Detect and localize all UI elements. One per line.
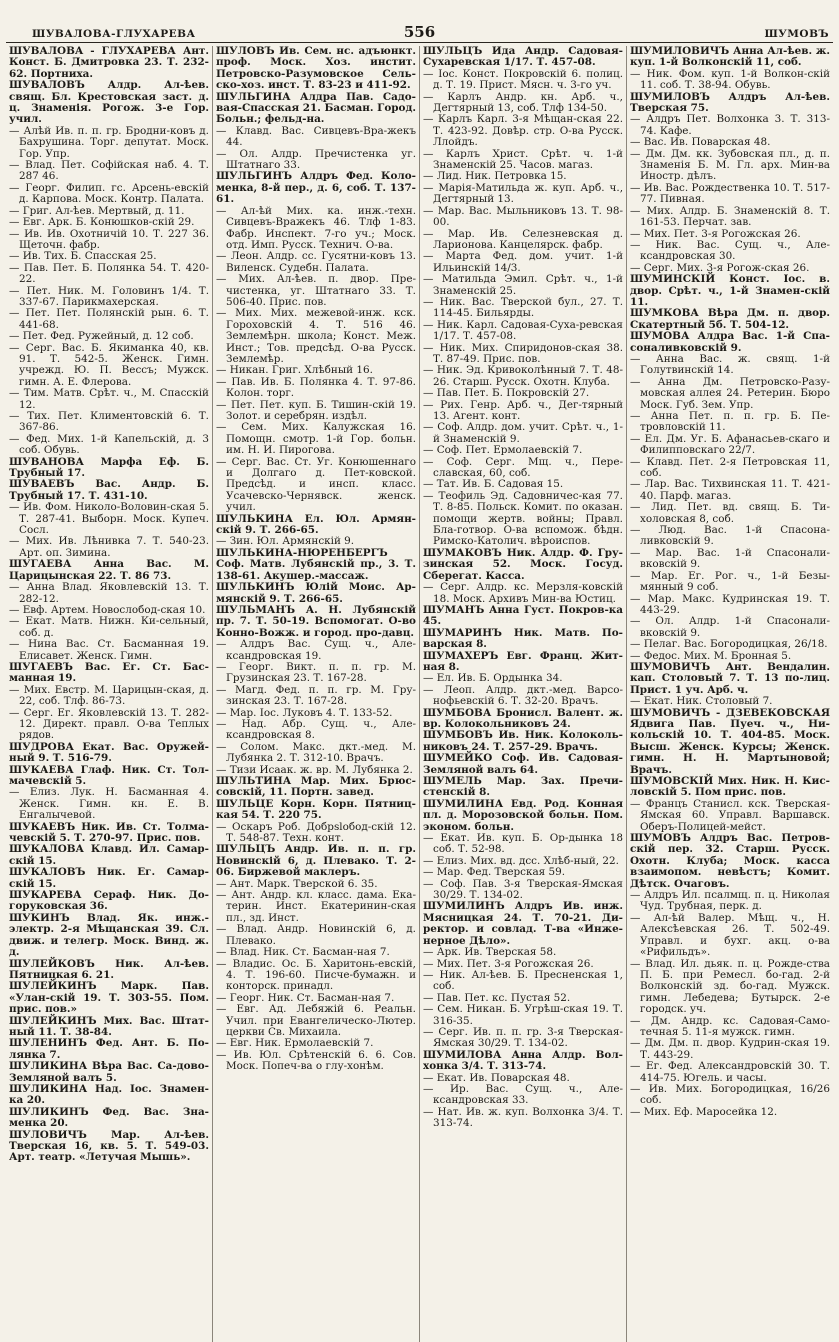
- directory-entry-head: ШУЛЬГИНЪ Алдръ Фед. Коло-менка, 8-й пер., д. 6, соб. Т. 137-61.: [216, 170, 416, 206]
- directory-entry: — Серг. Ив. п. п. гр. 3-я Тверская-Ямская 30/29. Т. 134-02.: [423, 1025, 623, 1050]
- directory-entry: — Ол. Алдр. 1-й Спасонали-вковскій 9.: [630, 615, 830, 639]
- directory-entry: — Ник. Мих. Спиридонов-ская 38. Т. 87-49. Прис. пов.: [423, 341, 623, 365]
- directory-entry: — Ник. Ал-ѣев. Б. Пресненская 1, соб.: [423, 968, 623, 993]
- directory-entry: — Францъ Станисл. кск. Тверская-Ямская 60. Управл. Варшавск. Оберъ-Полицей-мейст.: [630, 797, 830, 833]
- directory-entry: — Пав. Пет. Б. Покровскій 27.: [423, 387, 590, 400]
- directory-entry-head: ШУМОВИЧЪ - ДЗЕВЕКОВСКАЯ Ядвига Пав. Пуеч. ч., Ни-кольскій 10. Т. 404-85. Моск. Высш. Женск. Курсы; Женск. гимн. Н. Н. Мартыновой; Врачъ.: [630, 706, 830, 776]
- directory-entry-head: ШУМИЛОВЪ Алдръ Ал-ѣев. Тверская 75.: [630, 90, 830, 115]
- directory-entry: — Мар. Вас. Мыльниковъ 13. Т. 98-00.: [423, 204, 623, 229]
- directory-entry-head: ШУМБОВА Бронисл. Валент. ж. вр. Колокольниковъ 24.: [423, 706, 623, 730]
- directory-entry: — Ант. Марк. Тверской 6. 35.: [216, 877, 378, 890]
- directory-entry: — Дм. Дм. кк. Зубовская пл., д. п. Знаменія Б. М. Гл. арх. Мин-ва Иностр. дѣлъ.: [630, 147, 830, 183]
- directory-entry: — Леоп. Алдр. дкт.-мед. Варсо-нофьевскій 6. Т. 32-20. Врачъ.: [423, 683, 623, 708]
- directory-entry: — Мих. Еф. Маросейка 12.: [630, 1105, 778, 1118]
- directory-entry: — Екат. Матв. Нижн. Ки-сельный, соб. д.: [9, 615, 209, 639]
- directory-entry-head: ШУЛИКИНА Над. Іос. Знамен-ка 20.: [9, 1082, 209, 1107]
- directory-entry: — Григ. Ал-ѣев. Мертвый, д. 11.: [9, 204, 185, 217]
- column-2: [213, 46, 420, 1342]
- directory-entry-head: ШУМАКОВЪ Ник. Алдр. Ф. Гру-зинская 52. Моск. Госуд. Сберегат. Касса.: [423, 546, 623, 582]
- directory-entry-head: ШУМОВИЧЪ Ант. Вендалин. кап. Столовый 7. Т. 13 по-лиц. Прист. 1 уч. Арб. ч.: [630, 660, 830, 696]
- directory-entry-head: ШУГАЕВА Анна Вас. М. Царицынская 22. Т. 86 73.: [9, 558, 209, 582]
- directory-entry: — Мих. Пет. 3-я Рогожская 26.: [630, 227, 801, 240]
- directory-entry: — Солом. Макс. дкт.-мед. М. Лубянка 2. Т. 312-10. Врачъ.: [216, 740, 416, 765]
- directory-entry: — Пав. Пет. кс. Пустая 52.: [423, 991, 571, 1004]
- directory-entry: — Анна Влад. Яковлевскій 13. Т. 282-12.: [9, 581, 209, 605]
- directory-entry: — Нина Вас. Ст. Басманная 19. Елисавет. Женск. Гимн.: [9, 638, 209, 662]
- directory-entry: — Елиз. Мих. вд. дсс. Хлѣб-ный, 22.: [423, 854, 619, 867]
- directory-entry: — Арк. Ив. Тверская 58.: [423, 946, 557, 959]
- directory-entry-head: ШУМАРИНЪ Ник. Матв. По-варская 8.: [423, 626, 623, 651]
- directory-entry-head: ШУКАЕВА Глаф. Ник. Ст. Тол-мачевскій 5.: [9, 763, 209, 787]
- directory-entry: — Соф. Пет. Ермолаевскій 7.: [423, 444, 583, 457]
- directory-entry: — Влад. Ник. Ст. Басман-ная 7.: [216, 946, 390, 959]
- directory-entry: — Сем. Никан. Б. Угрѣш-ская 19. Т. 316-35.: [423, 1003, 623, 1027]
- directory-entry: — Пет. Ник. М. Головинъ 1/4. Т. 337-67. Парикмахерская.: [9, 284, 209, 308]
- directory-entry-head: ШУЛЬГИНА Алдра Пав. Садо-вая-Спасская 21. Басман. Город. Больн.; фельд-на.: [216, 90, 416, 126]
- header-left-range: ШУВАЛОВА-ГЛУХАРЕВА: [32, 28, 196, 40]
- directory-entry: — Пет. Фед. Ружейный, д. 12 соб.: [9, 330, 194, 343]
- directory-entry: — Ег. Фед. Александровскій 30. Т. 414-75. Югель. и часы.: [630, 1060, 830, 1084]
- directory-entry-head: ШУЛЬКИНА-НЮРЕНБЕРГЪ Соф. Матв. Лубянскій пр., 3. Т. 138-61. Акушер.-массаж.: [216, 546, 416, 582]
- directory-entry: — Пет. Пет. Полянскій рын. 6. Т. 441-68.: [9, 307, 209, 331]
- directory-entry: — Серг. Ег. Яковлевскій 13. Т. 282-12. Директ. правл. О-ва Теплых рядов.: [9, 706, 209, 742]
- directory-entry-head: ШУМЕЙКО Соф. Ив. Садовая-Земляной валъ 64.: [423, 752, 623, 776]
- directory-entry: — Тат. Ив. Б. Садовая 15.: [423, 478, 564, 491]
- directory-entry: — Сем. Мих. Калужская 16. Помощн. смотр. 1-й Гор. больн. им. Н. И. Пирогова.: [216, 421, 416, 457]
- directory-entry-head: ШУКИНЪ Влад. Як. инж.-электр. 2-я Мѣщанская 39. Сл. движ. и телегр. Моск. Винд. ж. д.: [9, 911, 209, 959]
- directory-entry-head: ШУЛЕЙКОВЪ Ник. Ал-ѣев. Пятницкая 6. 21.: [9, 957, 209, 981]
- directory-entry: — Ел. Ив. Б. Ордынка 34.: [423, 672, 563, 685]
- directory-entry-head: ШУКАЛОВЪ Ник. Ег. Самар-скій 15.: [9, 866, 209, 890]
- directory-entry: — Алѣй Ив. п. п. гр. Бродни-ковъ д. Бахрушина. Торг. депутат. Моск. Гор. Упр.: [9, 124, 209, 160]
- directory-entry: — Евг. Арк. Б. Конюшков-скій 29.: [9, 216, 195, 229]
- directory-entry-head: ШУМИЛОВА Анна Алдр. Вол-хонка 3/4. Т. 313-74.: [423, 1048, 623, 1073]
- directory-entry: — Дм. Андр. кс. Садовая-Само-течная 5. 11-я мужск. гимн.: [630, 1014, 830, 1038]
- directory-entry: — Серг. Мих. 3-я Рогож-ская 26.: [630, 261, 810, 274]
- directory-entry-head: ШУМАХЕРЪ Евг. Франц. Жит-ная 8.: [423, 649, 623, 673]
- directory-entry: — Ив. Ив. Охотничій 10. Т. 227 36. Щеточн. фабр.: [9, 227, 209, 251]
- directory-entry: — Евг. Ад. Лебяжій 6. Реальн. Учил. при Евангелическо-Лютер. церкви Св. Михаила.: [216, 1003, 416, 1038]
- directory-entry: — Евф. Артем. Новослобод-ская 10.: [9, 603, 206, 616]
- directory-entry-head: ШУВАЛОВА - ГЛУХАРЕВА Ант. Конст. Б. Дмитровка 23. Т. 232-62. Портниха.: [9, 46, 209, 80]
- directory-entry-head: ШУДРОВА Екат. Вас. Оружей-ный 9. Т. 516-79.: [9, 740, 209, 765]
- directory-entry: — Влад. Андр. Новинскій 6, д. Плевако.: [216, 923, 416, 947]
- column-3: [420, 46, 627, 1342]
- column-4: [627, 46, 833, 1342]
- directory-entry-head: ШУЛЕНИНЪ Фед. Ант. Б. По-лянка 7.: [9, 1037, 209, 1061]
- directory-entry: — Рих. Генр. Арб. ч., Дег-тярный 13. Агент. конт.: [423, 398, 623, 422]
- directory-entry: — Ив. Мих. Богородицкая, 16/26 соб.: [630, 1082, 830, 1107]
- directory-entry-head: ШУЛЬЦЕ Корн. Корн. Пятниц-кая 54. Т. 220 75.: [216, 797, 416, 822]
- directory-entry: — Клавд. Вас. Сивцевъ-Вра-жекъ 44.: [216, 124, 416, 149]
- directory-entry: — Влад. Пет. Софійская наб. 4. Т. 287 46.: [9, 159, 209, 183]
- directory-entry: — Лар. Вас. Тихвинская 11. Т. 421-40. Парф. магаз.: [630, 478, 830, 502]
- directory-entry: — Мих. Евстр. М. Царицын-ская, д. 22, соб. Тлф. 86-73.: [9, 683, 209, 708]
- directory-entry-head: ШУВАНОВА Марфа Еф. Б. Трубный 17.: [9, 455, 209, 480]
- directory-entry: — Мих. Мих. межевой-инж. кск. Гороховскій 4. Т. 516 46. Землемѣрн. школа; Конст. Меж. Инст.; Тов. предсѣд. О-ва Русск. Землемѣр.: [216, 307, 416, 365]
- directory-entry: — Ник. Вас. Сущ. ч., Але-ксандровская 30.: [630, 238, 830, 263]
- directory-entry-head: ШУЛЬТИНА Мар. Мих. Брюс-совскій, 11. Портн. завед.: [216, 775, 416, 799]
- directory-entry: — Соф. Алдр. дом. учит. Срѣт. ч., 1-й Знаменскій 9.: [423, 421, 623, 445]
- directory-entry: — Мих. Алдр. Б. Знаменскій 8. Т. 161-53. Перчат. зав.: [630, 204, 830, 229]
- directory-entry-head: ШУЛЬКИНА Ел. Юл. Армян-скій 9. Т. 266-65.: [216, 512, 416, 537]
- directory-entry-head: ШУЛИКИНА Вѣра Вас. Са-дово-Земляной валъ 5.: [9, 1060, 209, 1084]
- directory-entry: — Серг. Алдр. кс. Мерзля-ковскій 18. Моск. Архивъ Мин-ва Юстиц.: [423, 581, 623, 605]
- directory-entry: — Пав. Пет. Б. Полянка 54. Т. 420-22.: [9, 261, 209, 286]
- directory-entry: — Лид. Пет. вд. свящ. Б. Ти-холовская 8, соб.: [630, 501, 830, 525]
- directory-entry: — Ант. Андр. кл. класс. дама. Ека-терин. Инст. Екатеринин-ская пл., зд. Инст.: [216, 889, 416, 924]
- directory-entry: — Алдръ Вас. Сущ. ч., Але-ксандровская 19.: [216, 638, 416, 662]
- directory-entry: — Ив. Юл. Срѣтенскій 6. 6. Сов. Моск. Попеч-ва о глу-хонѣм.: [216, 1048, 416, 1073]
- directory-entry: — Серг. Вас. Б. Якиманка 40, кв. 91. Т. 542-5. Женск. Гимн. учрежд. Ю. П. Вессъ; Мужск. гимн. А. Е. Флерова.: [9, 341, 209, 388]
- directory-entry-head: ШУМОВСКІЙ Мих. Ник. Н. Кис-ловскій 5. Пом прис. пов.: [630, 775, 830, 799]
- directory-entry: — Соф. Пав. 3-я Тверская-Ямская 30/29. Т. 134-02.: [423, 877, 623, 902]
- directory-entry: — Ел. Дм. Уг. Б. Афанасьев-скаго и Филипповскаго 22/7.: [630, 432, 830, 457]
- directory-entry: — Люд. Вас. 1-й Спасона-ливковскій 9.: [630, 524, 830, 548]
- directory-entry-head: ШУКАЕВЪ Ник. Ив. Ст. Толма-чевскій 5. Т. 270-97. Прис. пов.: [9, 820, 209, 845]
- directory-entry: — Ник. Эд. Кривоколѣнный 7. Т. 48-26. Старш. Русск. Охотн. Клуба.: [423, 364, 623, 388]
- directory-entry-head: ШУЛЬЦЪ Ида Андр. Садовая-Сухаревская 1/17. Т. 457-08.: [423, 46, 623, 69]
- directory-entry-head: ШУЛЕЙКИНЪ Мих. Вас. Штат-ный 11. Т. 38-84.: [9, 1014, 209, 1038]
- directory-entry: — Карлъ Карл. 3-я Мѣщан-ская 22. Т. 423-92. Довѣр. стр. О-ва Русск. Ллойдъ.: [423, 113, 623, 149]
- directory-entry: — Теофиль Эд. Садовничес-кая 77. Т. 8-85. Польск. Комит. по оказан. помощи жертв. войны; Правл. Бла-готвор. О-ва вспомож. бѣдн. Римско-Католич. вѣроиспов.: [423, 489, 623, 548]
- directory-entry: — Дм. Дм. п. двор. Кудрин-ская 19. Т. 443-29.: [630, 1037, 830, 1061]
- directory-entry: — Оскаръ Роб. Добрslобод-скій 12. Т. 548-87. Техн. конт.: [216, 820, 416, 845]
- directory-entry: — Екат. Ник. Столовый 7.: [630, 695, 773, 708]
- directory-entry-head: ШУЛЬЦЪ Андр. Ив. п. п. гр. Новинскій 6, д. Плевако. Т. 2-06. Биржевой маклеръ.: [216, 843, 416, 879]
- directory-entry-head: ШУМИЛИНА Евд. Род. Конная пл. д. Морозовской больн. Пом. эконом. больн.: [423, 797, 623, 833]
- directory-entry-head: ШУМБОВЪ Ив. Ник. Колоколь-никовъ 24. Т. 257-29. Врачъ.: [423, 729, 623, 753]
- directory-entry: — Нат. Ив. ж. куп. Волхонка 3/4. Т. 313-74.: [423, 1105, 623, 1130]
- directory-entry: — Ол. Алдр. Пречистенка уг. Штатнаго 33.: [216, 147, 416, 172]
- directory-entry: — Фед. Мих. 1-й Капельскій, д. 3 соб. Обувь.: [9, 432, 209, 457]
- directory-entry-head: ШУЛЕЙКИНЪ Марк. Пав. «Улан-скій 19. Т. 303-55. Пом. прис. пов.»: [9, 980, 209, 1016]
- directory-entry: — Елиз. Лук. Н. Басманная 4. Женск. Гимн. кн. Е. В. Енгалычевой.: [9, 786, 209, 822]
- directory-entry-head: ШУМИЛОВИЧЪ Анна Ал-ѣев. ж. куп. 1-й Волконскій 11, соб.: [630, 46, 830, 69]
- header-right-range: ШУМОВЪ: [764, 28, 829, 40]
- directory-entry: — Мих. Пет. 3-я Рогожская 26.: [423, 957, 594, 970]
- directory-entry: — Мар. Вас. 1-й Спасонали-вковскій 9.: [630, 546, 830, 571]
- directory-entry: — Марія-Матильда ж. куп. Арб. ч., Дегтярный 13.: [423, 181, 623, 206]
- directory-entry: — Іос. Конст. Покровскій 6. полиц. д. Т. 19. Прист. Мясн. ч. 3-го уч.: [423, 67, 623, 92]
- directory-entry: — Анна Пет. п. п. гр. Б. Пе-тровловскій 11.: [630, 410, 830, 434]
- directory-entry: — Карлъ Андр. кн. Арб. ч., Дегтярный 13, соб. Тлф 134-50.: [423, 90, 623, 115]
- directory-entry: — Мих. Ив. Лѣнивка 7. Т. 540-23. Арт. оп. Зимина.: [9, 535, 209, 559]
- directory-entry: — Ив. Тих. Б. Спасская 25.: [9, 250, 157, 263]
- page-number: 556: [403, 23, 436, 41]
- columns: [6, 46, 833, 1342]
- directory-entry: — Федос. Мих. М. Бронная 5.: [630, 649, 792, 662]
- column-1: [6, 46, 213, 1342]
- directory-entry: — Пет. Пет. куп. Б. Тишин-скій 19. Золот. и серебрян. издѣл.: [216, 398, 416, 422]
- directory-entry: — Тих. Пет. Климентовскій 6. Т. 367-86.: [9, 410, 209, 434]
- directory-entry: — Ник. Вас. Тверской бул., 27. Т. 114-45. Бильярды.: [423, 295, 623, 320]
- directory-entry: — Алдръ Ил. псалмщ. п. ц. Николая Чуд. Трубная, перк. д.: [630, 889, 830, 913]
- directory-entry-head: ШУМОВА Алдра Вас. 1-й Спа-соналивковскій 9.: [630, 330, 830, 354]
- directory-entry: — Зин. Юл. Армянскій 9.: [216, 535, 355, 548]
- directory-entry-head: ШУКАЛОВА Клавд. Ил. Самар-скій 15.: [9, 843, 209, 867]
- directory-entry: — Клавд. Пет. 2-я Петровская 11, соб.: [630, 455, 830, 480]
- directory-entry: — Леон. Алдр. сс. Гусятни-ковъ 13. Виленск. Судебн. Палата.: [216, 250, 416, 274]
- directory-entry: — Магд. Фед. п. п. гр. М. Гру-зинская 23. Т. 167-28.: [216, 683, 416, 708]
- directory-entry: — Мар. Фед. Тверская 59.: [423, 866, 566, 879]
- directory-entry-head: ШУЛОВЪ Ив. Сем. нс. адъюнкт. проф. Моск. Хоз. инстит. Петровско-Разумовское Сель-ско-хоз. инст. Т. 83-23 и 411-92.: [216, 46, 416, 92]
- directory-entry: — Мар. Макс. Кудринская 19. Т. 443-29.: [630, 592, 830, 616]
- directory-entry: — Ник. Карл. Садовая-Суха-ревская 1/17. Т. 457-08.: [423, 318, 623, 343]
- directory-entry: — Тизи Исаак. ж. вр. М. Лубянка 2.: [216, 763, 413, 776]
- directory-entry: — Никан. Григ. Хлѣбный 16.: [216, 364, 373, 377]
- directory-entry-head: ШУМИНСКІЙ Конст. Іос. в. двор. Срѣт. ч., 1-й Знамен-скій 11.: [630, 273, 830, 308]
- directory-entry-head: ШУКАРЕВА Сераф. Ник. До-горуковская 36.: [9, 889, 209, 913]
- directory-entry: — Георг. Филип. гс. Арсень-евскій д. Карпова. Моск. Контр. Палата.: [9, 181, 209, 206]
- directory-entry: — Мар. Ег. Рог. ч., 1-й Безы-мянный 9 соб.: [630, 569, 830, 594]
- directory-entry: — Вас. Ив. Поварская 48.: [630, 136, 771, 149]
- directory-entry: — Соф. Серг. Мщ. ч., Пере-славская, 60, соб.: [423, 455, 623, 480]
- directory-entry: — Мар. Ив. Селезневская д. Ларионова. Канцелярск. фабр.: [423, 227, 623, 251]
- directory-entry: — Серг. Вас. Ст. Уг. Конюшеннаго и Долгаго д. Пет-ковской. Предсѣд. и инсп. класс. Усачевско-Чернявск. женск. учил.: [216, 455, 416, 514]
- directory-entry: — Екат. Ив. Поварская 48.: [423, 1071, 570, 1084]
- directory-entry: — Владис. Ос. Б. Харитонь-евскій, 4. Т. 196-60. Писче-бумажн. и конторск. принадл.: [216, 957, 416, 993]
- directory-entry: — Пелаг. Вас. Богородицкая, 26/18.: [630, 638, 828, 651]
- directory-entry-head: ШУЛИКИНЪ Фед. Вас. Зна-менка 20.: [9, 1105, 209, 1130]
- directory-entry: — Над. Абр. Сущ. ч., Але-ксандровская 8.: [216, 717, 416, 742]
- running-header: [6, 20, 833, 43]
- directory-entry: — Ник. Фом. куп. 1-й Волкон-скій 11. соб. Т. 38-94. Обувь.: [630, 67, 830, 92]
- directory-entry-head: ШУМАНЪ Анна Густ. Покров-ка 45.: [423, 603, 623, 628]
- directory-entry-head: ШУМЕЛЬ Мар. Зах. Пречи-стенскій 8.: [423, 775, 623, 799]
- directory-entry: — Марта Фед. дом. учит. 1-й Ильинскій 14/3.: [423, 250, 623, 274]
- directory-entry: — Анна Вас. ж. свящ. 1-й Голутвинскій 14.: [630, 352, 830, 377]
- directory-entry-head: ШУЛЬКИНЪ Юлій Моис. Ар-мянскій 9. Т. 266-65.: [216, 581, 416, 605]
- directory-entry: — Матильда Эмил. Срѣт. ч., 1-й Знаменскій 25.: [423, 273, 623, 297]
- directory-entry-head: ШУГАЕВЪ Вас. Ег. Ст. Бас-манная 19.: [9, 660, 209, 685]
- directory-entry: — Анна Дм. Петровско-Разу-мовская аллея 24. Ретерин. Бюро Моск. Губ. Зем. Упр.: [630, 375, 830, 411]
- directory-entry: — Ир. Вас. Сущ. ч., Але-ксандровская 33.: [423, 1082, 623, 1107]
- directory-entry: — Лид. Ник. Петровка 15.: [423, 170, 567, 183]
- directory-entry: — Карлъ Христ. Срѣт. ч. 1-й Знаменскій 25. Часов. магаз.: [423, 147, 623, 172]
- directory-entry: — Мар. Іос. Луковъ 4. Т. 133-52.: [216, 706, 393, 719]
- directory-entry: — Ив. Фом. Николо-Воловин-ская 5. Т. 287-41. Выборн. Моск. Купеч. Сосл.: [9, 501, 209, 537]
- directory-entry-head: ШУЛЬМАНЪ А. Н. Лубянскій пр. 7. Т. 50-19. Вспомогат. О-во Конно-Вожж. и город. про-давц.: [216, 603, 416, 639]
- directory-entry: — Екат. Ив. куп. Б. Ор-дынка 18 соб. Т. 52-98.: [423, 832, 623, 856]
- directory-entry: — Мих. Ал-ѣев. п. двор. Пре-чистенка, уг. Штатнаго 33. Т. 506-40. Прис. пов.: [216, 273, 416, 308]
- directory-entry: — Георг. Ник. Ст. Басман-ная 7.: [216, 991, 395, 1004]
- directory-entry: — Ал-ѣй Мих. ка. инж.-техн. Сивцевъ-Вражекъ 46. Тлф 1-83. Фабр. Инспект. 7-го уч.; Моск. отд. Имп. Русск. Технич. О-ва.: [216, 204, 416, 251]
- directory-entry: — Георг. Викт. п. п. гр. М. Грузинская 23. Т. 167-28.: [216, 660, 416, 685]
- directory-entry: — Тим. Матв. Срѣт. ч., М. Спасскій 12.: [9, 387, 209, 411]
- directory-entry: — Евг. Ник. Ермолаевскій 7.: [216, 1037, 374, 1050]
- directory-entry-head: ШУМИЛИНЪ Алдръ Ив. инж. Мясницкая 24. Т. 70-21. Ди-ректор. и совлад. Т-ва «Инже-нерное Дѣло».: [423, 900, 623, 947]
- directory-entry: — Алдръ Пет. Волхонка 3. Т. 313-74. Кафе.: [630, 113, 830, 137]
- directory-entry: — Ал-ѣй Валер. Мѣщ. ч., Н. Алексѣевская 26. Т. 502-49. Управл. и бухг. акц. о-ва «Рифильдъ».: [630, 911, 830, 959]
- directory-entry-head: ШУЛОВИЧЪ Мар. Ал-ѣев. Тверская 16, кв. 5. Т. 549-03. Арт. театр. «Летучая Мышь».: [9, 1128, 209, 1164]
- directory-entry: — Пав. Ив. Б. Полянка 4. Т. 97-86. Колон. торг.: [216, 375, 416, 400]
- directory-entry: — Ив. Вас. Рождественка 10. Т. 517-77. Пивная.: [630, 181, 831, 206]
- directory-entry-head: ШУВАЕВЪ Вас. Андр. Б. Трубный 17. Т. 431-10.: [9, 478, 209, 502]
- directory-entry-head: ШУМКОВА Вѣра Дм. п. двор. Скатертный 5б. Т. 504-12.: [630, 307, 830, 331]
- directory-entry: — Влад. Ил. дьяк. п. ц. Рожде-ства П. Б. при Ремесл. бо-гад. 2-й Волконскій зд. бо-гад. Мужск. гимн. Лебедева; Бутырск. 2-е городск. уч.: [630, 957, 830, 1016]
- directory-entry-head: ШУМОВЪ Алдръ Вас. Петров-скій пер. 32. Старш. Русск. Охотн. Клуба; Моск. касса взаимопом. невѣстъ; Комит. Дѣтск. Очаговъ.: [630, 832, 830, 890]
- directory-entry-head: ШУВАЛОВЪ Алдр. Ал-ѣев. свящ. Бл. Крестовская заст. д. ц. Знаменія. Рогож. 3-е Гор. учил.: [9, 79, 209, 126]
